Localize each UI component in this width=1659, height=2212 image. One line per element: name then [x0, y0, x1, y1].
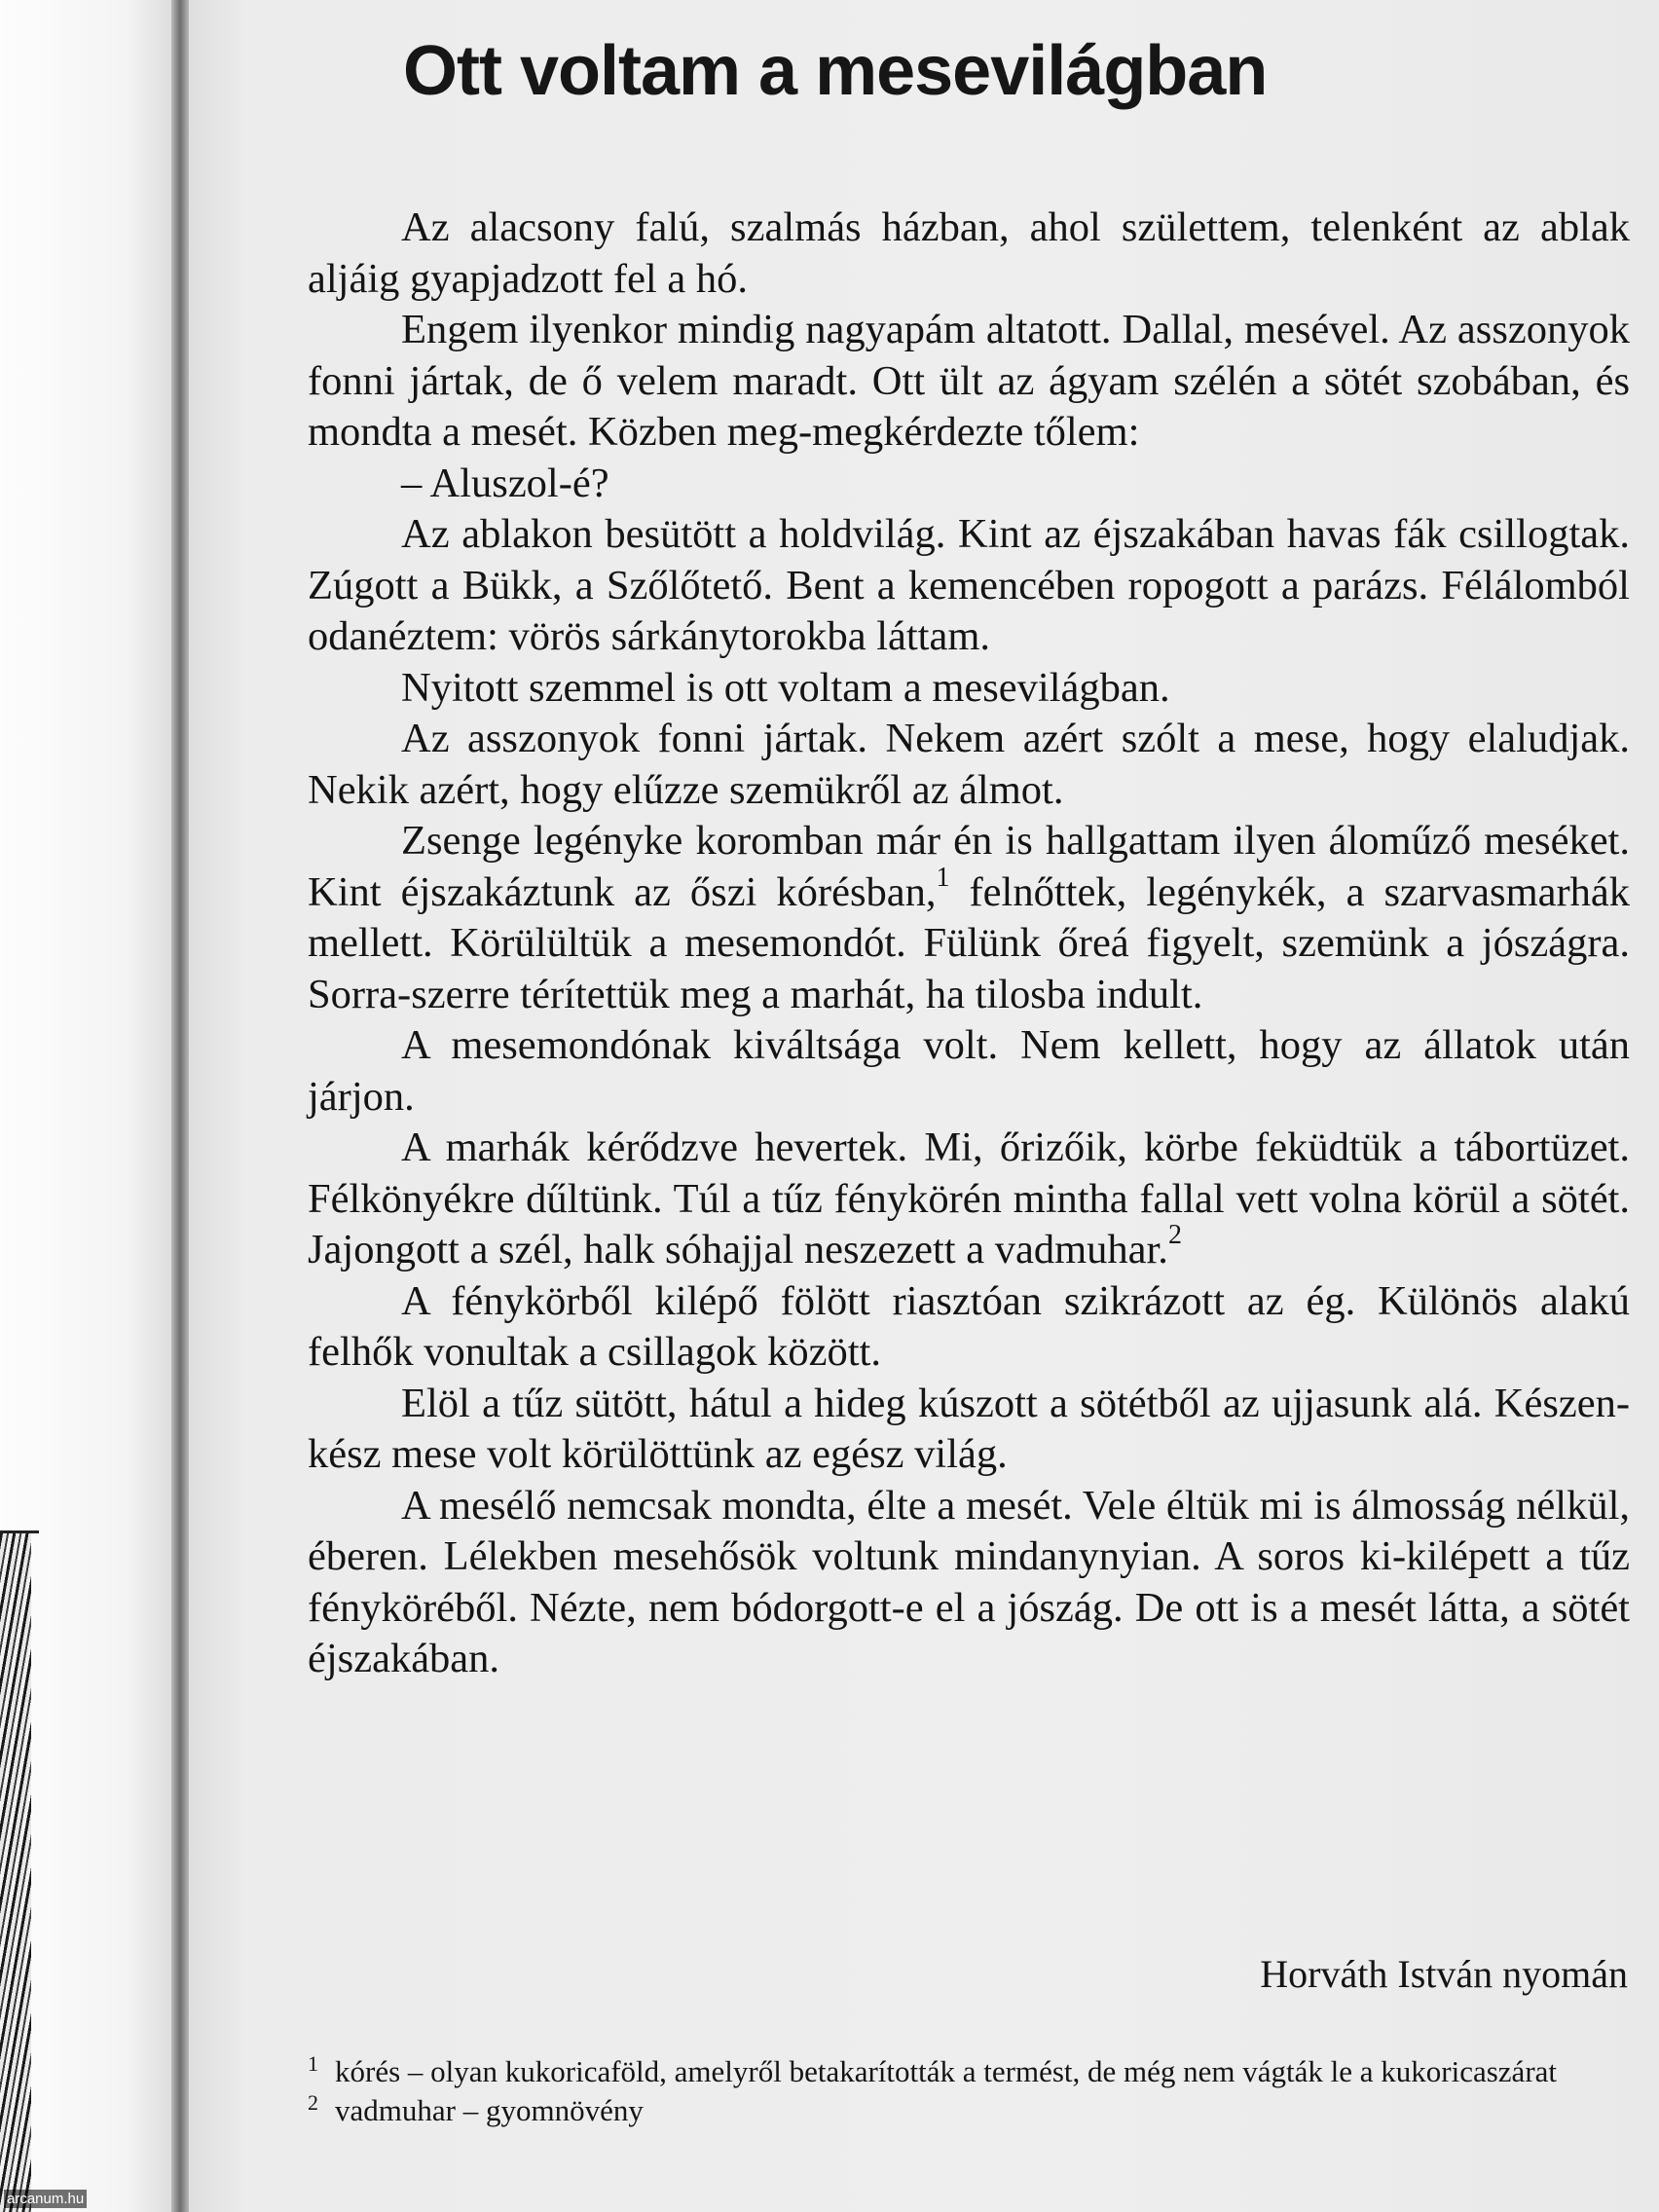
book-gutter [171, 0, 191, 2212]
paragraph: Az alacsony falú, szalmás házban, ahol születtem, telenként az ablak aljáig gyapjadzott fel a hó. [308, 204, 1630, 302]
paragraph: A fénykörből kilépő fölött riasztóan szikrázott az ég. Különös alakú felhők vonultak a csillagok között. [308, 1277, 1630, 1375]
paragraph [308, 1123, 1630, 1276]
paragraph-part: felnőttek, legénykék, a szarvasmarhák mellett. Körülültük a mesemondót. Fülünk őreá figyelt, szemünk a jószágra. Sorra-szerre térítettük meg a marhát, ha tilosba indult. [308, 868, 1631, 1017]
paragraph-part: A marhák kérődzve hevertek. Mi, őrizőik, körbe feküdtük a tábortüzet. Félkönyékre dűltünk. Túl a tűz fénykörén mintha fallal vett volna körül a sötét. Jajongott a szél, halk sóhajjal neszezett a vadmuhar. [308, 1124, 1630, 1272]
page-title: Ott voltam a mesevilágban [403, 32, 1268, 110]
paragraph: Az asszonyok fonni jártak. Nekem azért szólt a mese, hogy elaludjak. Nekik azért, hogy elűzze szemükről az álmot. [308, 716, 1630, 813]
footnote-text: kórés – olyan kukoricaföld, amelyről betakarították a termést, de még nem vágták le a kukoricaszárat [335, 2054, 1558, 2088]
paragraph: Nyitott szemmel is ott voltam a mesevilágban. [401, 664, 1170, 711]
paragraph: A mesemondónak kiváltsága volt. Nem kellett, hogy az állatok után járjon. [308, 1022, 1630, 1120]
facing-page-illustration [0, 1533, 31, 2212]
footnote [308, 2052, 1612, 2091]
footnote-ref: 2 [1167, 1220, 1182, 1250]
footnote-number: 1 [308, 2051, 318, 2076]
paragraph [308, 816, 1630, 1020]
paragraph-part: Zsenge legényke koromban már én is hallgattam ilyen áloműző meséket. Kint éjszakáztunk az őszi kórésban, [308, 818, 1630, 915]
footnote [308, 2091, 1612, 2130]
paragraph: Elöl a tűz sütött, hátul a hideg kúszott a sötétből az ujjasunk alá. Készen-kész mese volt körülöttünk az egész világ. [308, 1380, 1630, 1477]
paragraph: Az ablakon besütött a holdvilág. Kint az éjszakában havas fák csillogtak. Zúgott a Bükk, a Szőlőtető. Bent a kemencében ropogott a parázs. Félálomból odanéztem: vörös sárkánytorokba láttam. [308, 511, 1630, 659]
footnote-ref: 1 [936, 862, 950, 893]
watermark: arcanum.hu [4, 2190, 87, 2208]
footnotes [308, 2052, 1612, 2130]
footnote-text: vadmuhar – gyomnövény [335, 2093, 644, 2127]
paragraph: Engem ilyenkor mindig nagyapám altatott. Dallal, mesével. Az asszonyok fonni jártak, de ő velem maradt. Ott ült az ágyam szélén a sötét szobában, és mondta a mesét. Közben meg-megkérdezte tőlem: [308, 307, 1630, 455]
story-text [308, 203, 1630, 1685]
author-credit: Horváth István nyomán [1260, 1952, 1628, 1996]
footnote-number: 2 [308, 2090, 318, 2115]
dialog-line: – Aluszol-é? [401, 460, 609, 506]
paragraph: A mesélő nemcsak mondta, élte a mesét. Vele éltük mi is álmosság nélkül, éberen. Lélekben mesehősök voltunk mindanynyian. A soros ki-kilépett a tűz fényköréből. Nézte, nem bódorgott-e el a jószág. De ott is a mesét látta, a sötét éjszakában. [308, 1482, 1630, 1681]
